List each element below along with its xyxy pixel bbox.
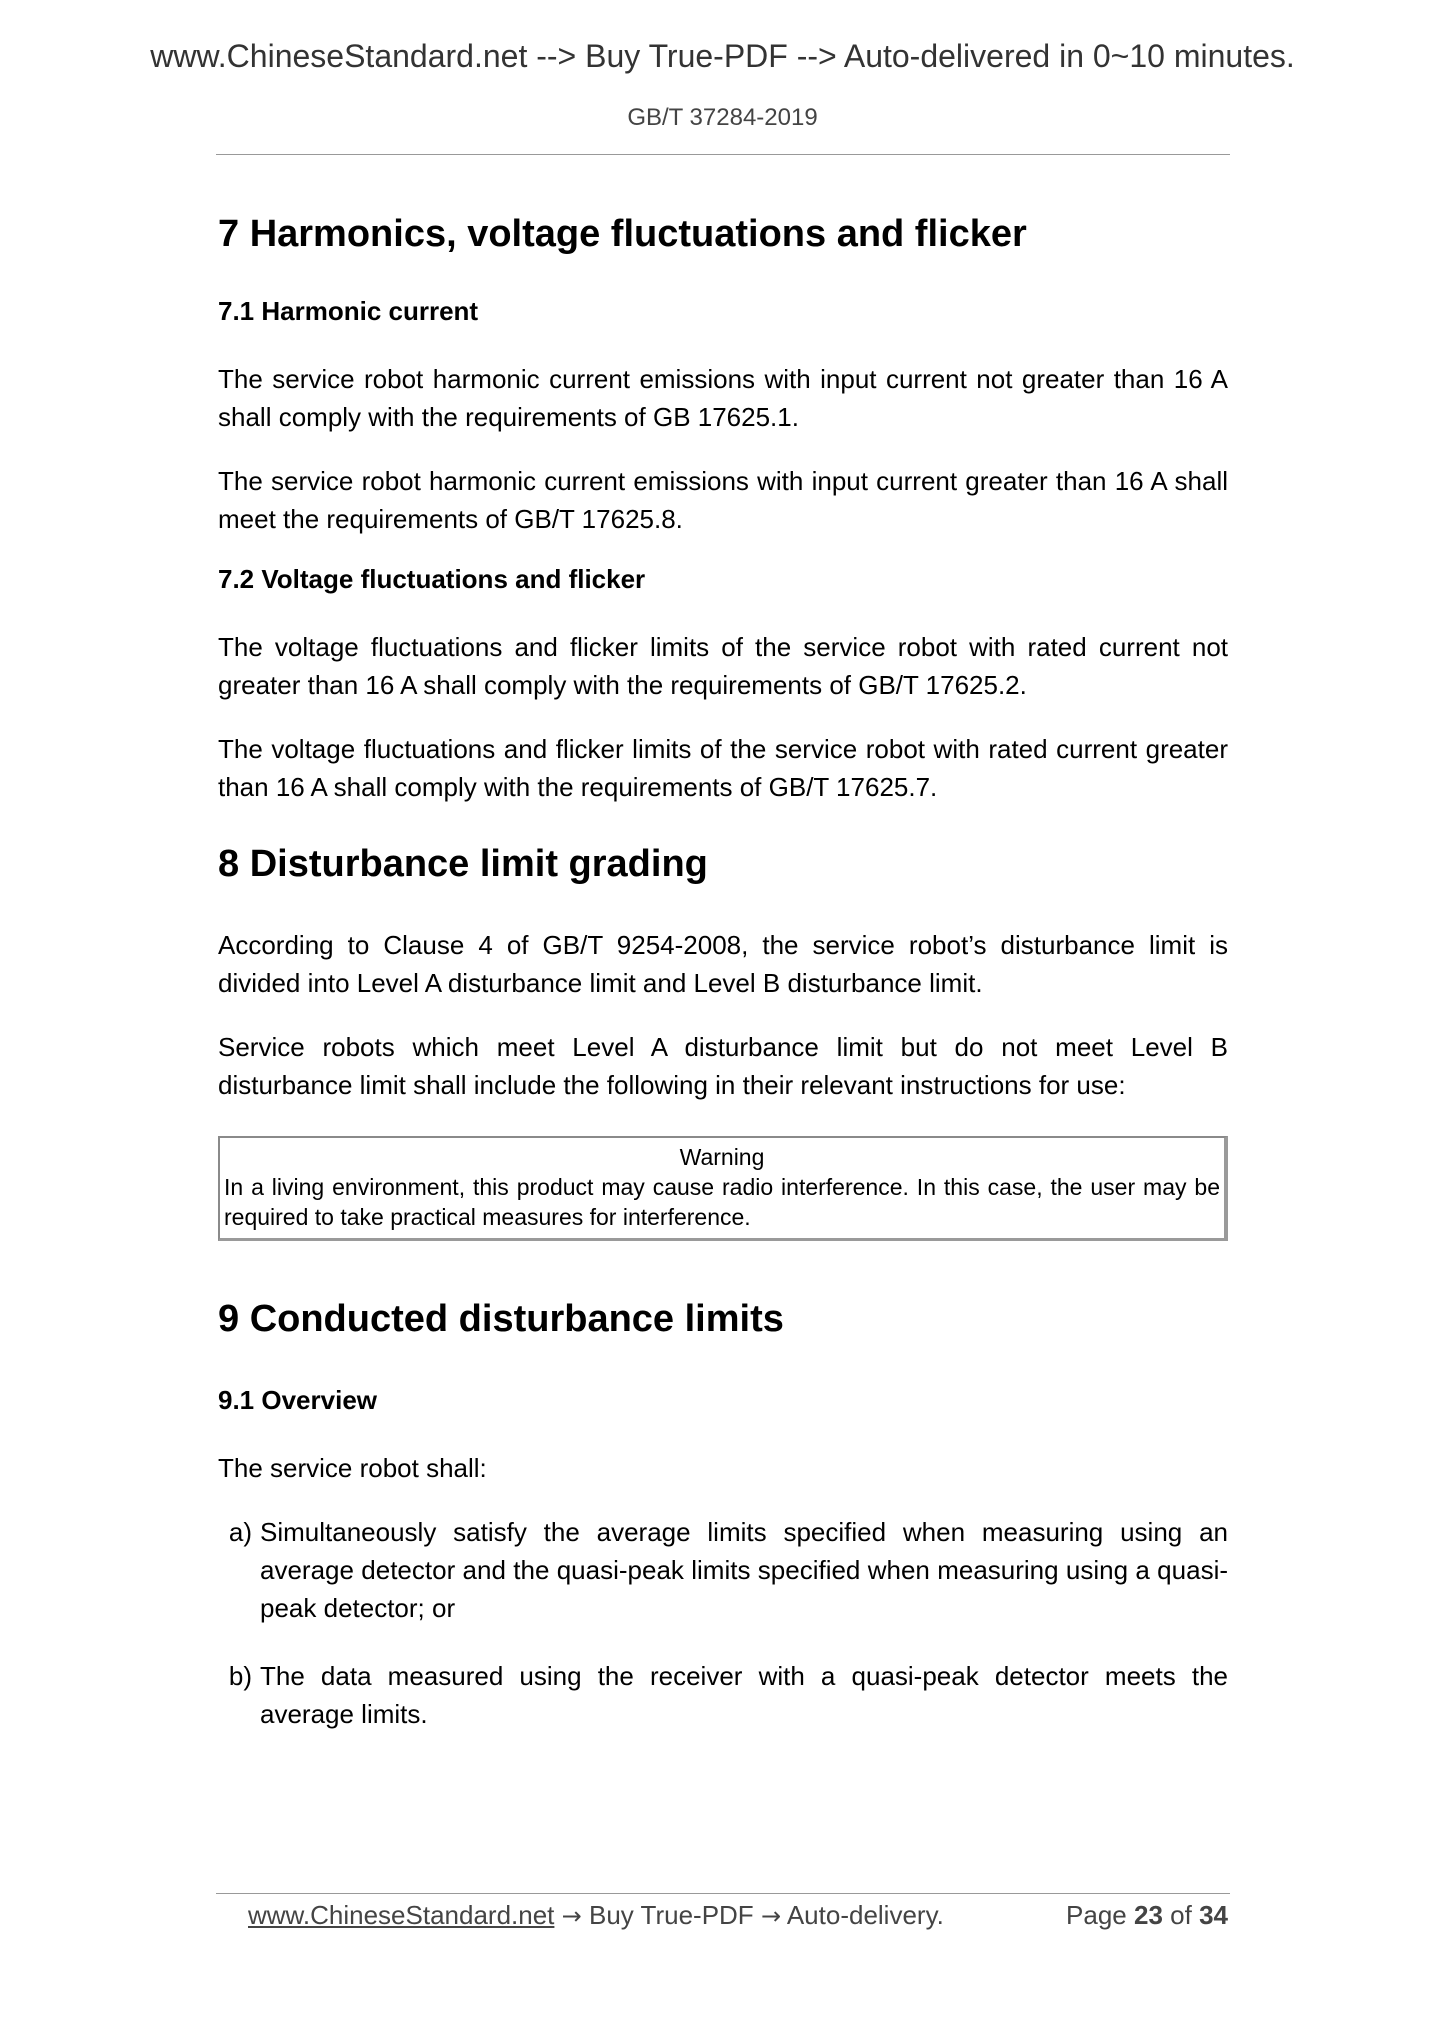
section-7-heading: 7 Harmonics, voltage fluctuations and flicker xyxy=(218,213,1027,255)
warning-title: Warning xyxy=(679,1144,765,1170)
warning-text: In a living environment, this product may cause radio interference. In this case, the user may be required to take practical measures for interference. xyxy=(224,1174,1220,1230)
section-7-2-heading: 7.2 Voltage fluctuations and flicker xyxy=(218,564,646,594)
footer-delivery-text: Auto-delivery. xyxy=(786,1900,944,1930)
section-7-1-paragraph-1: The service robot harmonic current emissions with input current not greater than 16 A shall comply with the requirements of GB 17625.1. xyxy=(218,364,1228,432)
section-7-1-paragraph-2: The service robot harmonic current emissions with input current greater than 16 A shall meet the requirements of GB/T 17625.8. xyxy=(218,466,1228,534)
document-code: GB/T 37284-2019 xyxy=(627,104,818,131)
section-7-2-paragraph-1: The voltage fluctuations and flicker limits of the service robot with rated current not greater than 16 A shall comply with the requirements of GB/T 17625.2. xyxy=(218,632,1228,700)
list-item-text: Simultaneously satisfy the average limits specified when measuring using an average detector and the quasi-peak limits specified when measuring using a quasi-peak detector; or xyxy=(260,1517,1228,1623)
top-banner[interactable]: www.ChineseStandard.net --> Buy True-PDF --> Auto-delivered in 0~10 minutes. xyxy=(150,38,1295,74)
arrow-right-icon: → xyxy=(561,1902,582,1930)
arrow-right-icon: → xyxy=(760,1902,782,1930)
list-item-marker: b) xyxy=(228,1661,252,1691)
section-9-1-intro: The service robot shall: xyxy=(218,1453,487,1483)
of-label: of xyxy=(1170,1900,1192,1930)
section-7-2-paragraph-2: The voltage fluctuations and flicker limits of the service robot with rated current greater than 16 A shall comply with the requirements of GB/T 17625.7. xyxy=(218,734,1228,802)
footer-site-link[interactable]: www.ChineseStandard.net xyxy=(248,1900,555,1930)
page-total: 34 xyxy=(1199,1900,1228,1930)
page-label: Page xyxy=(1066,1900,1127,1930)
section-8-paragraph-1: According to Clause 4 of GB/T 9254-2008, the service robot’s disturbance limit is divided into Level A disturbance limit and Level B disturbance limit. xyxy=(218,930,1228,998)
section-9-1-heading: 9.1 Overview xyxy=(218,1385,377,1415)
list-item-text: The data measured using the receiver with a quasi-peak detector meets the average limits. xyxy=(260,1661,1228,1729)
section-7-1-heading: 7.1 Harmonic current xyxy=(218,296,479,326)
page-footer xyxy=(248,1898,1228,1933)
footer-divider xyxy=(216,1893,1230,1894)
header-divider xyxy=(216,154,1230,155)
list-item-marker: a) xyxy=(228,1517,252,1547)
footer-promo xyxy=(248,1898,944,1933)
page-number: 23 xyxy=(1134,1900,1163,1930)
warning-box xyxy=(218,1136,1228,1241)
section-8-paragraph-2: Service robots which meet Level A disturbance limit but do not meet Level B disturbance limit shall include the following in their relevant instructions for use: xyxy=(218,1032,1228,1100)
page-content xyxy=(218,206,1228,1733)
section-8-heading: 8 Disturbance limit grading xyxy=(218,843,708,885)
list-item xyxy=(218,1513,1228,1627)
list-item xyxy=(218,1657,1228,1733)
footer-buy-text: Buy True-PDF xyxy=(588,1900,754,1930)
section-9-heading: 9 Conducted disturbance limits xyxy=(218,1298,784,1340)
page-indicator xyxy=(1066,1898,1228,1933)
